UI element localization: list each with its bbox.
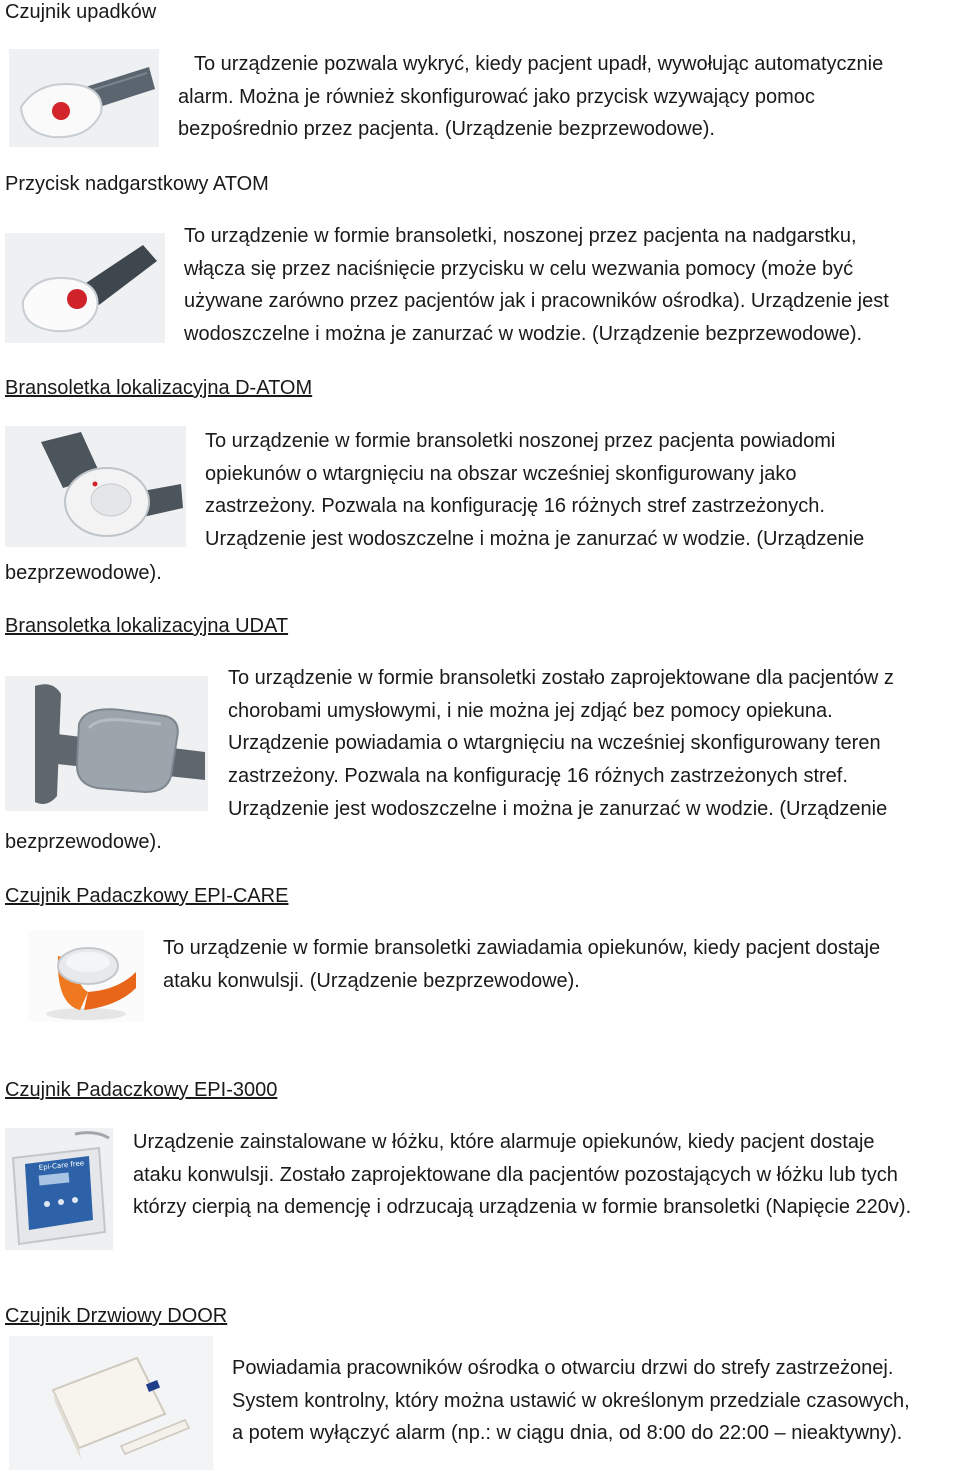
section-title-epi-3000: Czujnik Padaczkowy EPI-3000 (5, 1079, 278, 1101)
text-line: włącza się przez naciśnięcie przycisku w celu wezwania pomocy (może być (184, 257, 854, 280)
text-line: To urządzenie w formie bransoletki, noszonej przez pacjenta na nadgarstku, (184, 225, 857, 247)
text-line: a potem wyłączyć alarm (np.: w ciągu dnia, od 8:00 do 22:00 – nieaktywny). (232, 1422, 903, 1445)
text-line: To urządzenie pozwala wykryć, kiedy pacjent upadł, wywołując automatycznie (194, 53, 884, 75)
section-text-udat (228, 662, 894, 826)
section-title-fall-sensor: Czujnik upadków (5, 1, 157, 23)
section-title-epi-care: Czujnik Padaczkowy EPI-CARE (5, 885, 289, 907)
section-text-epi-care (163, 932, 880, 997)
text-line: chorobami umysłowymi, i nie można jej zdjąć bez pomocy opiekuna. (228, 699, 833, 722)
device-label: Epi-Care free (38, 1159, 85, 1172)
text-line: opiekunów o wtargnięciu na obszar wcześniej skonfigurowany jako (205, 462, 797, 485)
d-atom-bracelet-photo (5, 426, 186, 547)
section-text-udat-tail: bezprzewodowe). (5, 831, 162, 853)
text-line: Powiadamia pracowników ośrodka o otwarciu drzwi do strefy zastrzeżonej. (232, 1357, 894, 1379)
text-line: System kontrolny, który można ustawić w określonym przedziale czasowych, (232, 1389, 910, 1412)
text-line: ataku konwulsji. (Urządzenie bezprzewodowe). (163, 969, 580, 992)
text-line: którzy cierpią na demencję i odrzucają urządzenia w formie bransoletki (Napięcie 220v). (133, 1196, 912, 1219)
section-text-d-atom (205, 425, 864, 556)
section-text-fall-sensor (178, 48, 883, 146)
text-line: zastrzeżony. Pozwala na konfigurację 16 różnych zastrzeżonych stref. (228, 765, 848, 788)
wrist-button-atom-photo (5, 233, 165, 343)
section-title-door: Czujnik Drzwiowy DOOR (5, 1305, 228, 1327)
section-text-atom (184, 220, 889, 351)
epi-care-bracelet-photo (28, 930, 144, 1022)
section-text-epi-3000 (133, 1126, 911, 1224)
text-line: Urządzenie powiadamia o wtargnięciu na wcześniej skonfigurowany teren (228, 732, 881, 755)
text-line: To urządzenie w formie bransoletki zostało zaprojektowane dla pacjentów z (228, 667, 894, 689)
text-line: To urządzenie w formie bransoletki noszonej przez pacjenta powiadomi (205, 430, 836, 452)
door-sensor-photo (9, 1336, 213, 1470)
text-line: zastrzeżony. Pozwala na konfigurację 16 różnych stref zastrzeżonych. (205, 495, 825, 518)
section-text-door (232, 1352, 910, 1450)
text-line: używane zarówno przez pacjentów jak i pracowników ośrodka). Urządzenie jest (184, 290, 889, 313)
text-line: Urządzenie jest wodoszczelne i można je zanurzać w wodzie. (Urządzenie (228, 797, 888, 820)
section-title-atom: Przycisk nadgarstkowy ATOM (5, 173, 269, 195)
section-title-udat: Bransoletka lokalizacyjna UDAT (5, 615, 289, 637)
text-line: bezpośrednio przez pacjenta. (Urządzenie bezprzewodowe). (178, 118, 715, 141)
text-line: To urządzenie w formie bransoletki zawiadamia opiekunów, kiedy pacjent dostaje (163, 937, 881, 959)
text-line: wodoszczelne i można je zanurzać w wodzie. (Urządzenie bezprzewodowe). (184, 323, 863, 346)
section-text-d-atom-tail: bezprzewodowe). (5, 562, 162, 584)
udat-bracelet-photo (5, 676, 208, 811)
text-line: Urządzenie zainstalowane w łóżku, które alarmuje opiekunów, kiedy pacjent dostaje (133, 1131, 875, 1153)
text-line: alarm. Można je również skonfigurować jako przycisk wzywający pomoc (178, 85, 815, 108)
wrist-fall-sensor-photo (9, 49, 159, 147)
epi-3000-bed-unit-photo (5, 1128, 113, 1250)
section-title-d-atom: Bransoletka lokalizacyjna D-ATOM (5, 377, 313, 399)
text-line: Urządzenie jest wodoszczelne i można je zanurzać w wodzie. (Urządzenie (205, 528, 865, 551)
text-line: ataku konwulsji. Zostało zaprojektowane dla pacjentów pozostających w łóżku lub tych (133, 1163, 898, 1186)
